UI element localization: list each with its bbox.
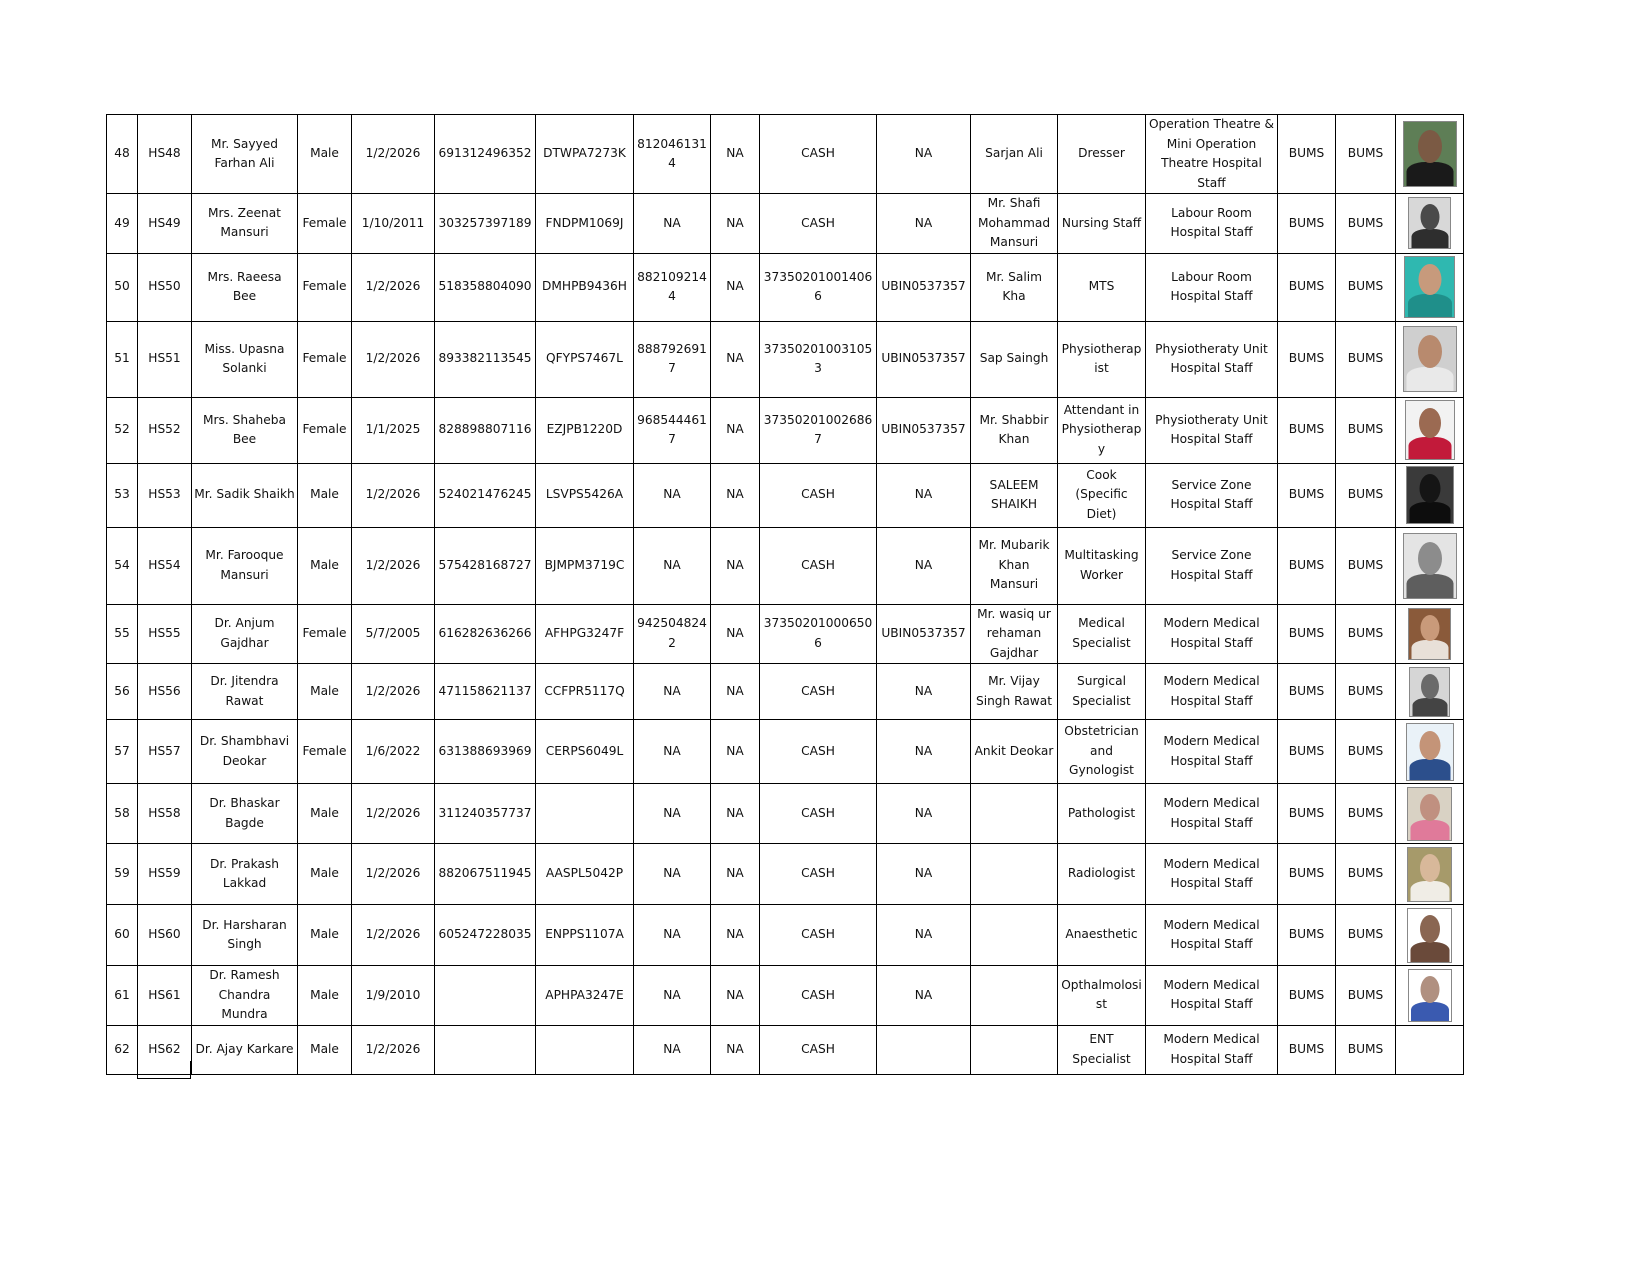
staff-name-cell: Dr. Ramesh Chandra Mundra [192,966,298,1026]
aadhaar-number-cell: 893382113545 [435,321,536,397]
staff-code-cell: HS52 [138,397,192,463]
pan-number-cell: FNDPM1069J [536,194,634,254]
staff-code-cell: HS55 [138,604,192,664]
designation-cell: Surgical Specialist [1058,664,1146,720]
ifsc-code-cell: NA [877,115,971,194]
aadhaar-number-cell: 828898807116 [435,397,536,463]
account-number-cell: 373502010031053 [760,321,877,397]
joining-date-cell: 1/2/2026 [352,253,435,321]
table-row [107,604,1464,664]
relative-name-cell: Mr. Mubarik Khan Mansuri [971,527,1058,604]
staff-name-cell: Mr. Sayyed Farhan Ali [192,115,298,194]
qualification-cell-2: BUMS [1336,844,1396,905]
empty-cell [137,1061,191,1079]
designation-cell: Obstetrician and Gynologist [1058,720,1146,784]
staff-name-cell: Mr. Farooque Mansuri [192,527,298,604]
joining-date-cell: 1/2/2026 [352,321,435,397]
department-cell: Modern Medical Hospital Staff [1146,1025,1278,1074]
relative-name-cell [971,966,1058,1026]
qualification-cell-2: BUMS [1336,905,1396,966]
mobile-number-cell: NA [634,966,711,1026]
mobile-number-cell: NA [634,1025,711,1074]
staff-code-cell: HS62 [138,1025,192,1074]
joining-date-cell: 1/9/2010 [352,966,435,1026]
serial-number-cell: 54 [107,527,138,604]
table-row [107,527,1464,604]
mobile-number-cell: 9685444617 [634,397,711,463]
staff-photo [1406,466,1454,524]
pan-number-cell: APHPA3247E [536,966,634,1026]
table-row [107,463,1464,527]
photo-cell [1396,966,1464,1026]
qualification-cell: BUMS [1278,664,1336,720]
department-cell: Physiotheraty Unit Hospital Staff [1146,321,1278,397]
department-cell: Service Zone Hospital Staff [1146,463,1278,527]
mobile-number-cell: 8821092144 [634,253,711,321]
department-cell: Labour Room Hospital Staff [1146,253,1278,321]
aadhaar-number-cell: 631388693969 [435,720,536,784]
mobile-number-cell: NA [634,844,711,905]
aadhaar-number-cell: 311240357737 [435,784,536,844]
account-number-cell: CASH [760,844,877,905]
gender-cell: Male [298,905,352,966]
designation-cell: Nursing Staff [1058,194,1146,254]
gender-cell: Male [298,784,352,844]
staff-name-cell: Dr. Shambhavi Deokar [192,720,298,784]
serial-number-cell: 61 [107,966,138,1026]
pan-number-cell: EZJPB1220D [536,397,634,463]
table-row [107,1025,1464,1074]
gender-cell: Male [298,527,352,604]
serial-number-cell: 51 [107,321,138,397]
serial-number-cell: 59 [107,844,138,905]
department-cell: Physiotheraty Unit Hospital Staff [1146,397,1278,463]
designation-cell: Cook (Specific Diet) [1058,463,1146,527]
department-cell: Labour Room Hospital Staff [1146,194,1278,254]
account-number-cell: CASH [760,784,877,844]
pan-number-cell [536,1025,634,1074]
staff-name-cell: Dr. Bhaskar Bagde [192,784,298,844]
joining-date-cell: 5/7/2005 [352,604,435,664]
mobile-number-cell: NA [634,664,711,720]
account-number-cell: CASH [760,664,877,720]
mobile-number-cell: 9425048242 [634,604,711,664]
relative-name-cell: Mr. Salim Kha [971,253,1058,321]
joining-date-cell: 1/2/2026 [352,527,435,604]
gender-cell: Male [298,844,352,905]
department-cell: Operation Theatre & Mini Operation Theatre Hospital Staff [1146,115,1278,194]
relative-name-cell [971,784,1058,844]
pan-number-cell [536,784,634,844]
mobile-number-cell: 8120461314 [634,115,711,194]
designation-cell: Radiologist [1058,844,1146,905]
qualification-cell: BUMS [1278,604,1336,664]
serial-number-cell: 52 [107,397,138,463]
qualification-cell: BUMS [1278,784,1336,844]
relative-name-cell [971,905,1058,966]
staff-photo [1407,787,1452,841]
photo-cell [1396,527,1464,604]
staff-photo [1403,533,1457,599]
photo-cell [1396,194,1464,254]
joining-date-cell: 1/6/2022 [352,720,435,784]
account-number-cell: 373502010006506 [760,604,877,664]
staff-photo [1404,256,1455,318]
aadhaar-number-cell: 471158621137 [435,664,536,720]
pan-number-cell: CERPS6049L [536,720,634,784]
pan-number-cell: QFYPS7467L [536,321,634,397]
relative-name-cell: Mr. wasiq ur rehaman Gajdhar [971,604,1058,664]
table-row [107,664,1464,720]
account-number-cell: CASH [760,905,877,966]
photo-cell [1396,1025,1464,1074]
department-cell: Modern Medical Hospital Staff [1146,844,1278,905]
aadhaar-number-cell: 616282636266 [435,604,536,664]
photo-cell [1396,784,1464,844]
staff-name-cell: Dr. Ajay Karkare [192,1025,298,1074]
staff-code-cell: HS53 [138,463,192,527]
designation-cell: Opthalmolosist [1058,966,1146,1026]
table-row [107,321,1464,397]
photo-cell [1396,720,1464,784]
serial-number-cell: 48 [107,115,138,194]
qualification-cell: BUMS [1278,527,1336,604]
relative-name-cell: SALEEM SHAIKH [971,463,1058,527]
table-row [107,397,1464,463]
pan-number-cell: DMHPB9436H [536,253,634,321]
staff-table [106,114,1464,1075]
table-row [107,720,1464,784]
na-cell: NA [711,463,760,527]
designation-cell: Anaesthetic [1058,905,1146,966]
aadhaar-number-cell [435,1025,536,1074]
gender-cell: Male [298,664,352,720]
qualification-cell: BUMS [1278,463,1336,527]
qualification-cell-2: BUMS [1336,720,1396,784]
ifsc-code-cell [877,1025,971,1074]
pan-number-cell: ENPPS1107A [536,905,634,966]
serial-number-cell: 53 [107,463,138,527]
qualification-cell: BUMS [1278,966,1336,1026]
gender-cell: Female [298,253,352,321]
na-cell: NA [711,194,760,254]
aadhaar-number-cell: 575428168727 [435,527,536,604]
qualification-cell: BUMS [1278,321,1336,397]
relative-name-cell: Sarjan Ali [971,115,1058,194]
staff-code-cell: HS56 [138,664,192,720]
gender-cell: Female [298,397,352,463]
serial-number-cell: 56 [107,664,138,720]
gender-cell: Female [298,321,352,397]
photo-cell [1396,253,1464,321]
qualification-cell-2: BUMS [1336,966,1396,1026]
staff-code-cell: HS50 [138,253,192,321]
na-cell: NA [711,253,760,321]
ifsc-code-cell: NA [877,720,971,784]
gender-cell: Male [298,115,352,194]
joining-date-cell: 1/2/2026 [352,664,435,720]
na-cell: NA [711,664,760,720]
joining-date-cell: 1/1/2025 [352,397,435,463]
relative-name-cell: Mr. Shabbir Khan [971,397,1058,463]
staff-photo [1408,608,1451,660]
na-cell: NA [711,844,760,905]
staff-name-cell: Dr. Jitendra Rawat [192,664,298,720]
staff-sheet [106,114,1464,1075]
joining-date-cell: 1/2/2026 [352,784,435,844]
na-cell: NA [711,784,760,844]
staff-code-cell: HS58 [138,784,192,844]
staff-name-cell: Mrs. Shaheba Bee [192,397,298,463]
mobile-number-cell: NA [634,784,711,844]
qualification-cell-2: BUMS [1336,194,1396,254]
aadhaar-number-cell: 524021476245 [435,463,536,527]
qualification-cell: BUMS [1278,905,1336,966]
staff-name-cell: Dr. Harsharan Singh [192,905,298,966]
na-cell: NA [711,966,760,1026]
gender-cell: Male [298,966,352,1026]
photo-cell [1396,844,1464,905]
staff-name-cell: Mrs. Raeesa Bee [192,253,298,321]
designation-cell: Pathologist [1058,784,1146,844]
relative-name-cell: Mr. Shafi Mohammad Mansuri [971,194,1058,254]
pan-number-cell: LSVPS5426A [536,463,634,527]
staff-name-cell: Mr. Sadik Shaikh [192,463,298,527]
joining-date-cell: 1/2/2026 [352,115,435,194]
joining-date-cell: 1/2/2026 [352,463,435,527]
pan-number-cell: AFHPG3247F [536,604,634,664]
department-cell: Modern Medical Hospital Staff [1146,664,1278,720]
gender-cell: Male [298,463,352,527]
na-cell: NA [711,1025,760,1074]
ifsc-code-cell: UBIN0537357 [877,604,971,664]
gender-cell: Female [298,720,352,784]
designation-cell: Medical Specialist [1058,604,1146,664]
gender-cell: Male [298,1025,352,1074]
table-row [107,253,1464,321]
designation-cell: Physiotherapist [1058,321,1146,397]
designation-cell: ENT Specialist [1058,1025,1146,1074]
aadhaar-number-cell: 303257397189 [435,194,536,254]
ifsc-code-cell: NA [877,844,971,905]
staff-code-cell: HS51 [138,321,192,397]
mobile-number-cell: NA [634,527,711,604]
ifsc-code-cell: NA [877,664,971,720]
qualification-cell-2: BUMS [1336,253,1396,321]
account-number-cell: 373502010014066 [760,253,877,321]
staff-name-cell: Miss. Upasna Solanki [192,321,298,397]
designation-cell: Attendant in Physiotherapy [1058,397,1146,463]
photo-cell [1396,664,1464,720]
account-number-cell: 373502010026867 [760,397,877,463]
mobile-number-cell: NA [634,905,711,966]
staff-photo [1409,667,1450,717]
qualification-cell: BUMS [1278,253,1336,321]
aadhaar-number-cell: 518358804090 [435,253,536,321]
joining-date-cell: 1/2/2026 [352,1025,435,1074]
ifsc-code-cell: NA [877,527,971,604]
serial-number-cell: 57 [107,720,138,784]
ifsc-code-cell: NA [877,966,971,1026]
ifsc-code-cell: UBIN0537357 [877,253,971,321]
mobile-number-cell: NA [634,194,711,254]
na-cell: NA [711,720,760,784]
aadhaar-number-cell [435,966,536,1026]
department-cell: Modern Medical Hospital Staff [1146,720,1278,784]
pan-number-cell: AASPL5042P [536,844,634,905]
designation-cell: Multitasking Worker [1058,527,1146,604]
pan-number-cell: CCFPR5117Q [536,664,634,720]
account-number-cell: CASH [760,720,877,784]
qualification-cell: BUMS [1278,194,1336,254]
relative-name-cell [971,844,1058,905]
staff-code-cell: HS48 [138,115,192,194]
relative-name-cell: Ankit Deokar [971,720,1058,784]
serial-number-cell: 55 [107,604,138,664]
mobile-number-cell: NA [634,720,711,784]
joining-date-cell: 1/2/2026 [352,905,435,966]
ifsc-code-cell: NA [877,905,971,966]
table-row [107,194,1464,254]
table-row [107,966,1464,1026]
account-number-cell: CASH [760,966,877,1026]
table-row [107,844,1464,905]
staff-code-cell: HS49 [138,194,192,254]
na-cell: NA [711,115,760,194]
staff-name-cell: Dr. Anjum Gajdhar [192,604,298,664]
na-cell: NA [711,604,760,664]
staff-code-cell: HS60 [138,905,192,966]
staff-photo [1407,908,1452,963]
qualification-cell: BUMS [1278,1025,1336,1074]
na-cell: NA [711,527,760,604]
staff-photo [1403,326,1457,392]
serial-number-cell: 58 [107,784,138,844]
photo-cell [1396,463,1464,527]
na-cell: NA [711,397,760,463]
qualification-cell-2: BUMS [1336,321,1396,397]
ifsc-code-cell: NA [877,194,971,254]
photo-cell [1396,604,1464,664]
qualification-cell-2: BUMS [1336,527,1396,604]
qualification-cell-2: BUMS [1336,664,1396,720]
qualification-cell: BUMS [1278,115,1336,194]
staff-code-cell: HS61 [138,966,192,1026]
relative-name-cell: Sap Saingh [971,321,1058,397]
account-number-cell: CASH [760,527,877,604]
qualification-cell: BUMS [1278,844,1336,905]
staff-code-cell: HS59 [138,844,192,905]
na-cell: NA [711,905,760,966]
table-body [107,115,1464,1075]
qualification-cell: BUMS [1278,397,1336,463]
joining-date-cell: 1/10/2011 [352,194,435,254]
qualification-cell-2: BUMS [1336,1025,1396,1074]
serial-number-cell: 50 [107,253,138,321]
photo-cell [1396,115,1464,194]
qualification-cell-2: BUMS [1336,604,1396,664]
department-cell: Modern Medical Hospital Staff [1146,784,1278,844]
staff-code-cell: HS57 [138,720,192,784]
mobile-number-cell: NA [634,463,711,527]
qualification-cell-2: BUMS [1336,784,1396,844]
serial-number-cell: 49 [107,194,138,254]
designation-cell: MTS [1058,253,1146,321]
account-number-cell: CASH [760,463,877,527]
aadhaar-number-cell: 691312496352 [435,115,536,194]
table-row [107,115,1464,194]
gender-cell: Female [298,604,352,664]
pan-number-cell: DTWPA7273K [536,115,634,194]
joining-date-cell: 1/2/2026 [352,844,435,905]
staff-code-cell: HS54 [138,527,192,604]
na-cell: NA [711,321,760,397]
department-cell: Modern Medical Hospital Staff [1146,905,1278,966]
relative-name-cell: Mr. Vijay Singh Rawat [971,664,1058,720]
relative-name-cell [971,1025,1058,1074]
photo-cell [1396,397,1464,463]
staff-name-cell: Mrs. Zeenat Mansuri [192,194,298,254]
qualification-cell: BUMS [1278,720,1336,784]
department-cell: Service Zone Hospital Staff [1146,527,1278,604]
ifsc-code-cell: NA [877,784,971,844]
staff-photo [1407,847,1452,902]
staff-name-cell: Dr. Prakash Lakkad [192,844,298,905]
account-number-cell: CASH [760,1025,877,1074]
photo-cell [1396,905,1464,966]
qualification-cell-2: BUMS [1336,463,1396,527]
qualification-cell-2: BUMS [1336,115,1396,194]
staff-photo [1405,400,1455,460]
staff-photo [1408,969,1452,1022]
table-row [107,784,1464,844]
staff-photo [1406,723,1454,781]
account-number-cell: CASH [760,194,877,254]
ifsc-code-cell: UBIN0537357 [877,321,971,397]
photo-cell [1396,321,1464,397]
aadhaar-number-cell: 605247228035 [435,905,536,966]
aadhaar-number-cell: 882067511945 [435,844,536,905]
mobile-number-cell: 8887926917 [634,321,711,397]
account-number-cell: CASH [760,115,877,194]
ifsc-code-cell: NA [877,463,971,527]
table-row [107,905,1464,966]
staff-photo [1403,121,1457,187]
serial-number-cell: 60 [107,905,138,966]
department-cell: Modern Medical Hospital Staff [1146,966,1278,1026]
designation-cell: Dresser [1058,115,1146,194]
department-cell: Modern Medical Hospital Staff [1146,604,1278,664]
gender-cell: Female [298,194,352,254]
serial-number-cell: 62 [107,1025,138,1074]
qualification-cell-2: BUMS [1336,397,1396,463]
ifsc-code-cell: UBIN0537357 [877,397,971,463]
staff-photo [1408,197,1451,249]
pan-number-cell: BJMPM3719C [536,527,634,604]
